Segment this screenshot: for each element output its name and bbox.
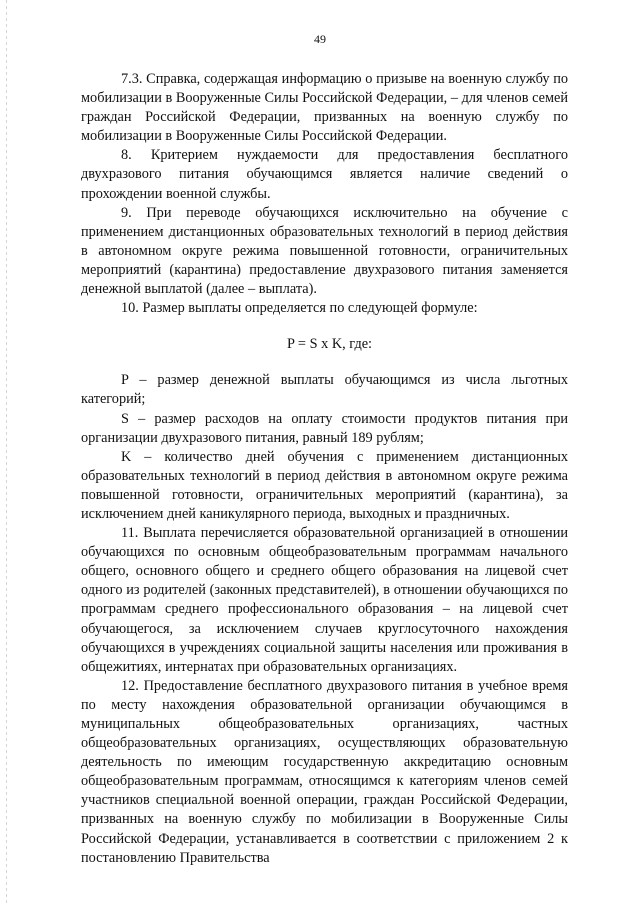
paragraph-11: 11. Выплата перечисляется образовательной организацией в отношении обучающихся по основным общеобразовательным программам начального общего, основного общего и среднего общего образования на лицевой счет одного из родителей (законных представителей), в отношении обучающихся по программам среднего профессионального образования – на лицевой счет обучающегося, за исключением случаев круглосуточного нахождения обучающихся в учреждениях социальной защиты населения или проживания в общежитиях, интернатах при образовательных организациях. — [81, 525, 568, 675]
paragraph-8: 8. Критерием нуждаемости для предоставления бесплатного двухразового питания обучающимся является наличие сведений о прохождении военной службы. — [81, 147, 568, 202]
paragraph-7-3: 7.3. Справка, содержащая информацию о призыве на военную службу по мобилизации в Вооруженные Силы Российской Федерации, – для членов семей граждан Российской Федерации, призванных на военную службу по мобилизации в Вооруженные Силы Российской Федерации. — [81, 71, 568, 145]
document-body — [81, 70, 568, 868]
payment-formula: P = S x K, где: — [286, 336, 373, 353]
paragraph-12: 12. Предоставление бесплатного двухразового питания в учебное время по месту нахождения образовательной организации обучающимся в муниципальных общеобразовательных организациях, частных общеобразовательных организациях, осуществляющих образовательную деятельность по имеющим государственную аккредитацию основным общеобразовательным программам, относящимся к категориям членов семей участников специальной военной операции, граждан Российской Федерации, призванных на военную службу по мобилизации в Вооруженные Силы Российской Федерации, устанавливается в соответствии с приложением 2 к постановлению Правительства — [81, 677, 568, 866]
paragraph-9: 9. При переводе обучающихся исключительно на обучение с применением дистанционных образовательных технологий в период действия в автономном округе режима повышенной готовности, ограничительных мероприятий (карантина) предоставление двухразового питания заменяется денежной выплатой (далее – выплата). — [81, 204, 568, 298]
definition-k: K – количество дней обучения с применением дистанционных образовательных технологий в период действия в автономном округе режима повышенной готовности, ограничительных мероприятий (карантина), за исключением дней каникулярного периода, выходных и праздничных. — [81, 448, 568, 522]
page-number: 49 — [314, 32, 326, 46]
definition-s: S – размер расходов на оплату стоимости продуктов питания при организации двухразового питания, равный 189 рублям; — [81, 410, 568, 446]
paragraph-10: 10. Размер выплаты определяется по следующей формуле: — [121, 300, 478, 317]
scan-edge-artifact — [6, 0, 7, 905]
definition-p: P – размер денежной выплаты обучающимся из числа льготных категорий; — [81, 372, 568, 408]
